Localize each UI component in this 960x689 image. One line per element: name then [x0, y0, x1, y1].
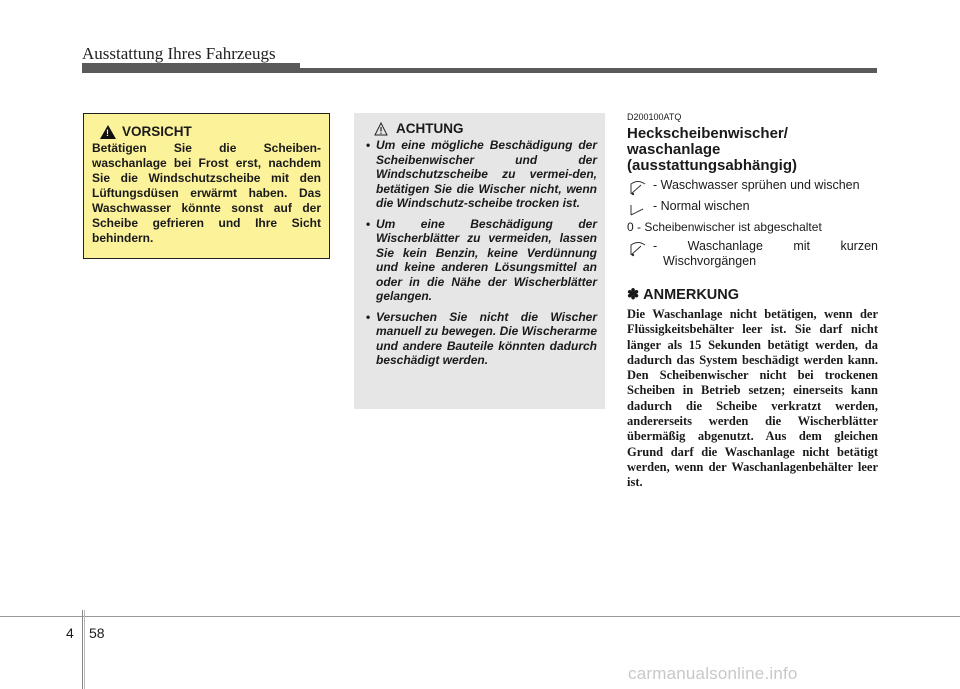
vorsicht-box: [83, 113, 330, 259]
right-column: [627, 112, 878, 491]
vorsicht-header: [100, 124, 321, 139]
note-text: Die Waschanlage nicht betätigen, wenn der Flüssigkeitsbehälter leer ist. Sie darf nicht länger als 15 Sekunden betätigt werden, da dadurch das System beschädigt werden kann. Den Scheibenwischer nicht bei trockenen Scheiben in Betrieb setzen; einerseits kann dadurch die Scheibe verkratzt werden, andererseits werden die Wischerblätter übermäßig abgenutzt. Aus dem gleichen Grund darf die Waschanlage nicht betätigt werden, wenn der Waschanlagenbehälter leer ist.: [627, 307, 878, 490]
footer-divider: [84, 610, 85, 689]
achtung-list: [362, 138, 597, 368]
page-number: 58: [89, 625, 105, 641]
achtung-title: ACHTUNG: [396, 121, 464, 136]
section-heading-line: Heckscheibenwischer/: [627, 125, 788, 142]
achtung-item: • Versuchen Sie nicht die Wischer manuell zu bewegen. Die Wischerarme und andere Bauteile könnten dadurch beschädigt werden.: [362, 310, 597, 368]
wiper-wash-icon: [627, 179, 649, 196]
page-header-title: Ausstattung Ihres Fahrzeugs: [82, 44, 276, 63]
wiper-mode-row: [627, 199, 878, 217]
section-code: D200100ATQ: [627, 112, 682, 122]
vorsicht-title: VORSICHT: [122, 124, 192, 139]
warning-outline-icon: [374, 122, 388, 136]
wiper-mode-row: [627, 239, 878, 269]
achtung-header: [374, 121, 597, 136]
note-star-icon: ✽: [627, 287, 640, 303]
note-header: [627, 287, 878, 303]
footer-rule: [0, 616, 960, 617]
wiper-mode-row: [627, 178, 878, 196]
wiper-wash-short-icon: [627, 240, 649, 257]
wiper-mode-off: 0 - Scheibenwischer ist abgeschaltet: [627, 220, 822, 234]
footer-divider: [82, 610, 83, 689]
achtung-box: [354, 113, 605, 409]
note-title: ANMERKUNG: [643, 287, 740, 303]
chapter-number: 4: [66, 625, 74, 641]
section-heading-line: (ausstattungsabhängig): [627, 157, 798, 174]
watermark: carmanualsonline.info: [628, 664, 798, 683]
section-heading: [627, 126, 878, 174]
header-rule: [82, 68, 877, 73]
wiper-mode-text: - Waschanlage mit kurzen Wischvorgängen: [653, 239, 878, 268]
wiper-mode-text: - Waschwasser sprühen und wischen: [653, 178, 860, 192]
wiper-normal-icon: [627, 200, 649, 217]
warning-triangle-icon: !: [100, 125, 116, 139]
achtung-item: • Um eine mögliche Beschädigung der Scheibenwischer und der Windschutzscheibe zu vermei-den, betätigen Sie die Wischer nicht, wenn die Windschutz-scheibe trocken ist.: [362, 138, 597, 211]
vorsicht-text: Betätigen Sie die Scheiben-waschanlage bei Frost erst, nachdem Sie die Windschutzscheibe mit den Lüftungsdüsen erwärmt haben. Das Waschwasser könnte sonst auf der Scheibe gefrieren und Ihre Sicht behindern.: [92, 141, 321, 245]
wiper-mode-text: - Normal wischen: [653, 199, 750, 213]
achtung-item: • Um eine Beschädigung der Wischerblätter zu vermeiden, lassen Sie kein Benzin, keine Verdünnung und keine anderen Lösungsmittel an oder in die Nähe der Wischerblätter gelangen.: [362, 217, 597, 304]
section-heading-line: waschanlage: [627, 141, 721, 158]
